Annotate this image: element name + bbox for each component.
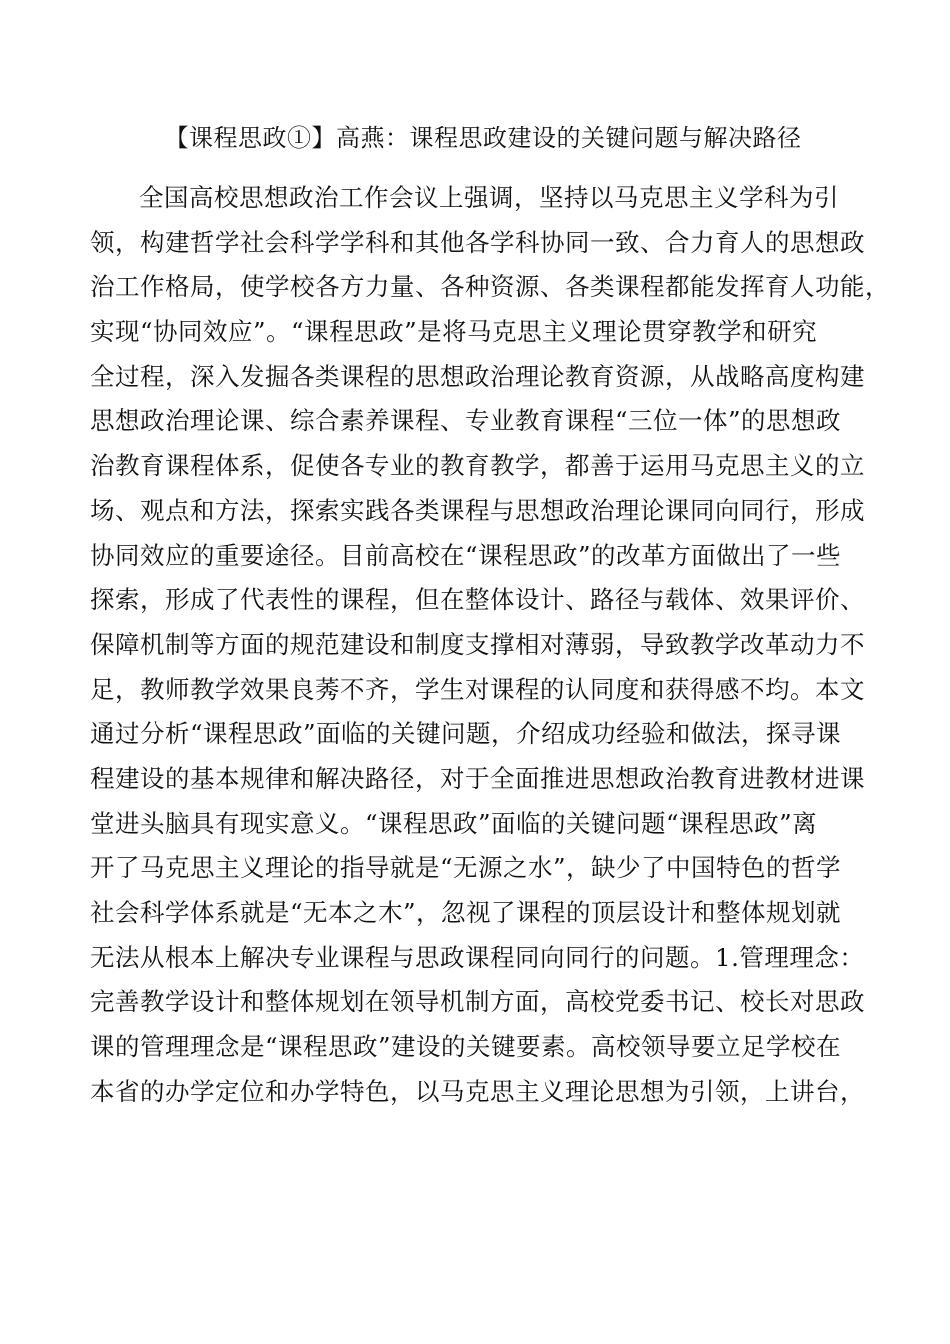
paragraph-line: 保障机制等方面的规范建设和制度支撑相对薄弱，导致教学改革动力不 (90, 629, 865, 659)
paragraph-line: 全国高校思想政治工作会议上强调，坚持以马克思主义学科为引 (139, 183, 839, 212)
paragraph-line: 实现“协同效应”。“课程思政”是将马克思主义理论贯穿教学和研究 (90, 317, 818, 347)
paragraph-line: 堂进头脑具有现实意义。“课程思政”面临的关键问题“课程思政”离 (90, 808, 818, 838)
document-title: 【课程思政①】高燕：课程思政建设的关键问题与解决路径 (164, 124, 802, 152)
paragraph-line: 本省的办学定位和办学特色，以马克思主义理论思想为引领，上讲台， (90, 1076, 865, 1106)
paragraph-line: 课的管理理念是“课程思政”建设的关键要素。高校领导要立足学校在 (90, 1032, 842, 1062)
paragraph-line: 治教育课程体系，促使各专业的教育教学，都善于运用马克思主义的立 (90, 451, 865, 481)
document-body (90, 176, 888, 1114)
paragraph-line: 开了马克思主义理论的指导就是“无源之水”，缺少了中国特色的哲学 (90, 853, 842, 883)
paragraph-line: 足，教师教学效果良莠不齐，学生对课程的认同度和获得感不均。本文 (90, 674, 865, 704)
paragraph-line: 领，构建哲学社会科学学科和其他各学科协同一致、合力育人的思想政 (90, 227, 865, 257)
paragraph-line: 探索，形成了代表性的课程，但在整体设计、路径与载体、效果评价、 (90, 585, 865, 615)
paragraph-line: 社会科学体系就是“无本之木”，忽视了课程的顶层设计和整体规划就 (90, 898, 842, 927)
paragraph-line: 完善教学设计和整体规划在领导机制方面，高校党委书记、校长对思政 (90, 987, 865, 1017)
paragraph-line: 通过分析“课程思政”面临的关键问题，介绍成功经验和做法，探寻课 (90, 719, 842, 749)
paragraph-line: 协同效应的重要途径。目前高校在“课程思政”的改革方面做出了一些 (90, 540, 842, 570)
paragraph-line: 治工作格局，使学校各方力量、各种资源、各类课程都能发挥育人功能， (90, 272, 890, 302)
paragraph-line: 无法从根本上解决专业课程与思政课程同向同行的问题。1.管理理念： (90, 942, 865, 972)
paragraph-line: 程建设的基本规律和解决路径，对于全面推进思想政治教育进教材进课 (90, 763, 865, 793)
paragraph-line: 思想政治理论课、综合素养课程、专业教育课程“三位一体”的思想政 (90, 406, 842, 436)
paragraph-line: 全过程，深入发掘各类课程的思想政治理论教育资源，从战略高度构建 (90, 361, 865, 391)
paragraph-line: 场、观点和方法，探索实践各类课程与思想政治理论课同向同行，形成 (90, 495, 865, 525)
